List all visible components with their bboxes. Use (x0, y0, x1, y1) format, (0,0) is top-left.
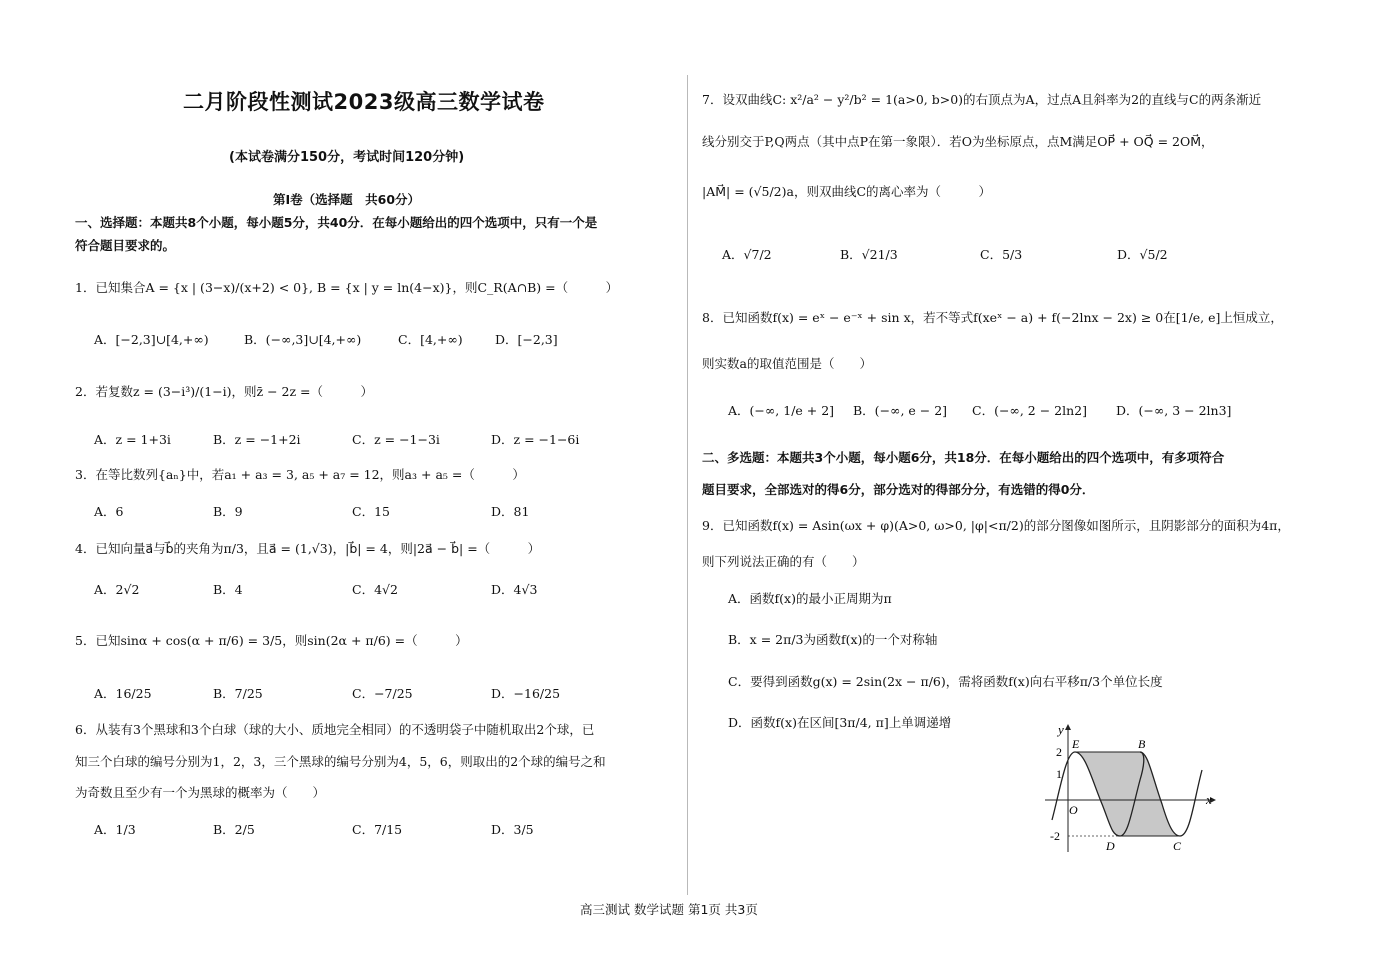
q1-option-b: B．(−∞,3]∪[4,+∞) (244, 332, 362, 347)
q9-option-a: A．函数f(x)的最小正周期为π (728, 591, 892, 606)
section2-instruction-line1: 二、多选题：本题共3个小题，每小题6分，共18分．在每小题给出的四个选项中，有多项符合 (702, 450, 1225, 465)
section1-instruction-line2: 符合题目要求的。 (75, 238, 176, 253)
y-axis-arrow (1065, 724, 1071, 730)
q7-option-c: C．5/3 (980, 247, 1023, 262)
graph-label-x: x (1206, 792, 1212, 807)
q4-option-a: A．2√2 (94, 582, 140, 597)
shaded-region (1075, 752, 1180, 836)
question-9-line2: 则下列说法正确的有（ ） (702, 554, 865, 569)
question-6-line1: 6．从装有3个黑球和3个白球（球的大小、质地完全相同）的不透明袋子中随机取出2个球，已 (75, 722, 595, 737)
q6-option-a: A．1/3 (94, 822, 136, 837)
page-subtitle: (本试卷满分150分，考试时间120分钟) (229, 150, 465, 165)
q9-option-c: C．要得到函数g(x) = 2sin(2x − π/6)，需将函数f(x)向右平移π/3个单位长度 (728, 674, 1163, 689)
question-9-line1: 9．已知函数f(x) = Asin(ωx + φ)(A>0, ω>0, |φ|<π/2)的部分图像如图所示，且阴影部分的面积为4π， (702, 518, 1290, 533)
graph-label-b: B (1138, 737, 1146, 751)
question-3-stem: 3．在等比数列{aₙ}中，若a₁ + a₃ = 3, a₅ + a₇ = 12，则a₃ + a₅ =（ ） (75, 467, 525, 482)
sine-graph-figure (1030, 720, 1225, 860)
q5-option-d: D．−16/25 (491, 686, 561, 701)
question-7-line2: 线分别交于P,Q两点（其中点P在第一象限）．若O为坐标原点，点M满足OP⃗ + OQ⃗ = 2OM⃗， (702, 134, 1214, 149)
q6-option-c: C．7/15 (352, 822, 403, 837)
q8-option-b: B．(−∞, e − 2] (853, 403, 948, 418)
q7-option-a: A．√7/2 (722, 247, 772, 262)
section2-instruction-line2: 题目要求，全部选对的得6分，部分选对的得部分分，有选错的得0分． (702, 482, 1095, 497)
question-7-line3: |AM⃗| = (√5/2)a，则双曲线C的离心率为（ ） (702, 184, 992, 199)
question-1-stem: 1．已知集合A = {x | (3−x)/(x+2) < 0}, B = {x | y = ln(4−x)}，则C_R(A∩B) =（ ） (75, 280, 619, 295)
q3-option-a: A．6 (94, 504, 124, 519)
q1-option-a: A．[−2,3]∪[4,+∞) (94, 332, 209, 347)
question-7-line1: 7．设双曲线C: x²/a² − y²/b² = 1(a>0, b>0)的右顶点为A，过点A且斜率为2的直线与C的两条渐近 (702, 92, 1262, 107)
part1-heading: 第Ⅰ卷（选择题 共60分） (273, 192, 421, 207)
q1-option-c: C．[4,+∞) (398, 332, 463, 347)
q3-option-b: B．9 (213, 504, 243, 519)
q2-option-c: C．z = −1−3i (352, 432, 440, 447)
graph-label-origin: O (1069, 803, 1078, 817)
q5-option-c: C．−7/25 (352, 686, 413, 701)
q1-option-d: D．[−2,3] (495, 332, 558, 347)
question-6-line3: 为奇数且至少有一个为黑球的概率为（ ） (75, 785, 326, 800)
q7-option-d: D．√5/2 (1117, 247, 1168, 262)
q6-option-b: B．2/5 (213, 822, 255, 837)
q9-option-b: B．x = 2π/3为函数f(x)的一个对称轴 (728, 632, 938, 647)
question-6-line2: 知三个白球的编号分别为1，2，3，三个黑球的编号分别为4，5，6，则取出的2个球的编号之和 (75, 754, 606, 769)
question-5-stem: 5．已知sinα + cos(α + π/6) = 3/5，则sin(2α + π/6) =（ ） (75, 633, 468, 648)
q9-option-d: D．函数f(x)在区间[3π/4, π]上单调递增 (728, 715, 952, 730)
q2-option-a: A．z = 1+3i (94, 432, 171, 447)
q2-option-b: B．z = −1+2i (213, 432, 301, 447)
graph-label-y: y (1058, 722, 1064, 737)
q3-option-c: C．15 (352, 504, 390, 519)
q6-option-d: D．3/5 (491, 822, 534, 837)
graph-label-c: C (1173, 839, 1182, 853)
q5-option-b: B．7/25 (213, 686, 263, 701)
q7-option-b: B．√21/3 (840, 247, 898, 262)
q4-option-d: D．4√3 (491, 582, 538, 597)
graph-tick-2: 2 (1056, 745, 1062, 759)
q8-option-d: D．(−∞, 3 − 2ln3] (1116, 403, 1232, 418)
q3-option-d: D．81 (491, 504, 530, 519)
page-footer: 高三测试 数学试题 第1页 共3页 (580, 902, 758, 917)
q4-option-c: C．4√2 (352, 582, 398, 597)
question-8-line1: 8．已知函数f(x) = eˣ − e⁻ˣ + sin x，若不等式f(xeˣ − a) + f(−2lnx − 2x) ≥ 0在[1/e, e]上恒成立， (702, 310, 1283, 325)
page-title: 二月阶段性测试2023级高三数学试卷 (183, 90, 545, 114)
q2-option-d: D．z = −1−6i (491, 432, 580, 447)
q8-option-c: C．(−∞, 2 − 2ln2] (972, 403, 1087, 418)
graph-label-d: D (1106, 839, 1115, 853)
question-4-stem: 4．已知向量a⃗与b⃗的夹角为π/3，且a⃗ = (1,√3)，|b⃗| = 4，则|2a⃗ − b⃗| =（ ） (75, 541, 541, 556)
question-2-stem: 2．若复数z = (3−i³)/(1−i)，则z̄ − 2z =（ ） (75, 384, 374, 399)
graph-tick-1: 1 (1056, 767, 1062, 781)
q8-option-a: A．(−∞, 1/e + 2] (728, 403, 835, 418)
question-8-line2: 则实数a的取值范围是（ ） (702, 356, 872, 371)
section1-instruction-line1: 一、选择题：本题共8个小题，每小题5分，共40分．在每小题给出的四个选项中，只有一个是 (75, 215, 598, 230)
q5-option-a: A．16/25 (94, 686, 152, 701)
graph-label-e: E (1072, 737, 1080, 751)
graph-tick-minus2: -2 (1050, 829, 1060, 843)
column-divider (687, 75, 688, 895)
q4-option-b: B．4 (213, 582, 243, 597)
